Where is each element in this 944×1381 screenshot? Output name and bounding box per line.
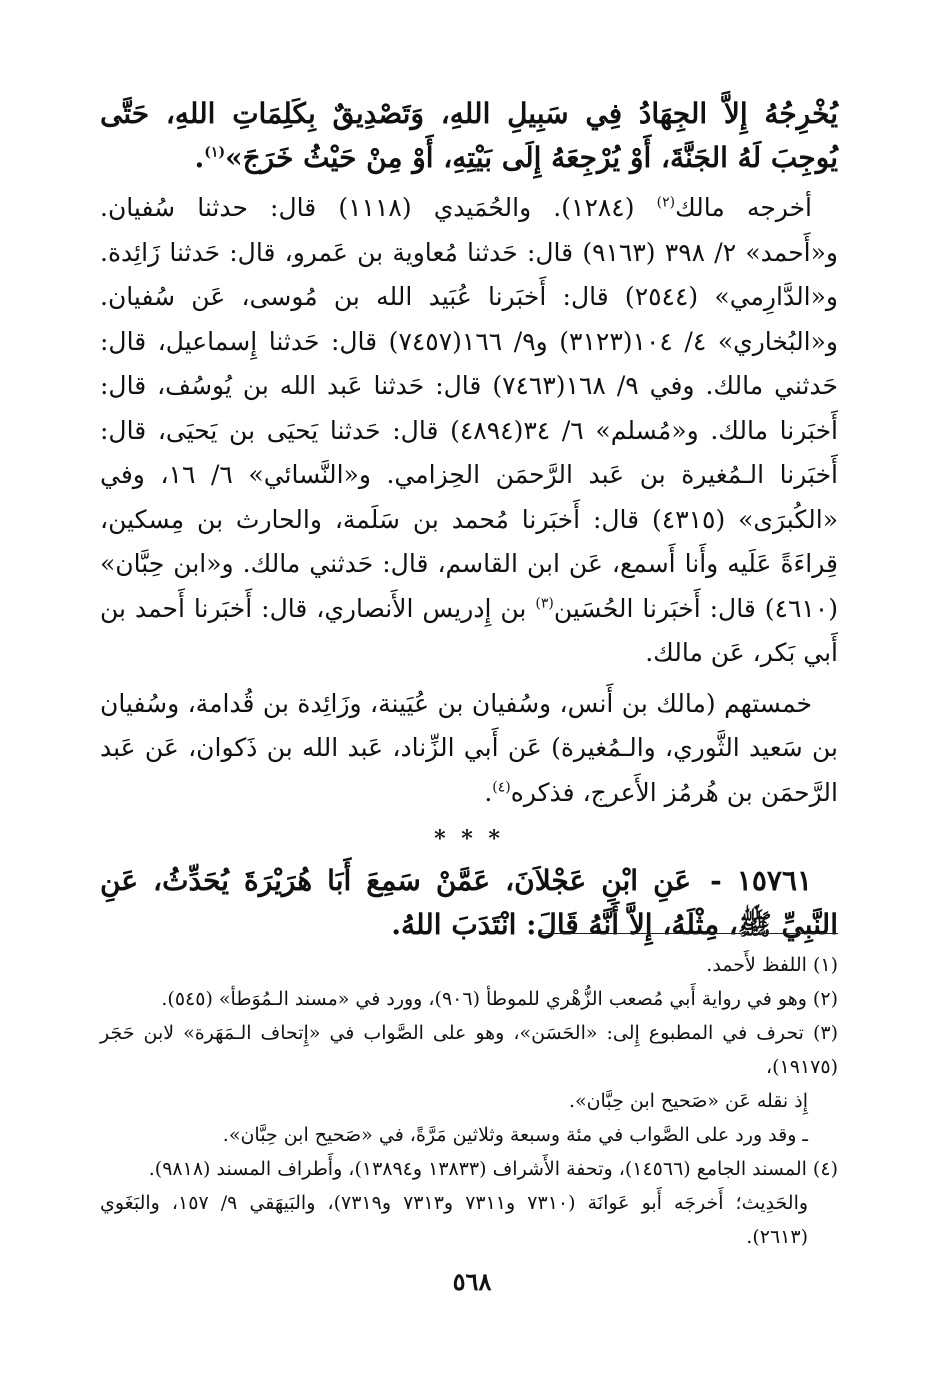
hadith-number: ١٥٧٦١ -	[710, 864, 813, 897]
footnote-4: (٤) المسند الجامع (١٤٥٦٦)، وتحفة الأَشراف (١٣٨٣٣ و١٣٨٩٤)، وأَطراف المسند (٩٨١٨).	[148, 1158, 838, 1180]
footnote-ref-1: (١)	[204, 144, 226, 161]
footnote-ref-4: (٤)	[492, 779, 511, 796]
takhrij-paragraph-1	[100, 186, 838, 676]
footnote-2: (٢) وهو في رواية أَبي مُصعب الزُّهْري للموطأ (٩٠٦)، وورد في «مسند الـمُوَطأ» (٥٤٥).	[161, 988, 838, 1010]
takhrij-paragraph-2	[100, 682, 838, 816]
takhrij-1-start: أخرجه مالك	[675, 193, 812, 222]
footnote-3-continuation: إِذ نقله عَن «صَحيح ابن حِبَّان».	[568, 1090, 808, 1112]
footnote-3-note: ـ وقد ورد على الصَّواب في مئة وسبعة وثلاثين مَرَّةً، في «صَحيح ابن حِبَّان».	[222, 1124, 808, 1146]
hadith-continuation	[100, 92, 838, 180]
footnote-ref-2: (٢)	[656, 194, 676, 211]
footnote-1: (١) اللفظ لأَحمد.	[706, 954, 838, 976]
takhrij-1-end: بن إِدريس الأَنصاري، قال: أَخبَرنا أَحمد بن أَبي بَكر، عَن مالك.	[100, 593, 838, 667]
hadith-continuation-tail: .	[194, 141, 205, 174]
footnote-3: (٣) تحرف في المطبوع إِلى: «الحَسَن»، وهو على الصَّواب في «إِتحاف الـمَهَرة» لابن حَجَر (١٩١٧٥)،	[100, 1022, 838, 1078]
takhrij-2-text: خمستهم (مالك بن أَنس، وسُفيان بن عُيَينة، وزَائِدة بن قُدامة، وسُفيان بن سَعيد الثَّوري، والـمُغيرة) عَن أَبي الزِّناد، عَبد الله بن ذَكوان، عَن عَبد الرَّحمَن بن هُرمُز الأَعرج، فذكره	[100, 688, 838, 807]
takhrij-2-tail: .	[484, 777, 493, 807]
hadith-text: عَنِ ابْنِ عَجْلاَنَ، عَمَّنْ سَمِعَ أَبَا هُرَيْرَةَ يُحَدِّثُ، عَنِ النَّبِيِّ ﷺ، مِثْلَهُ، إِلاَّ أَنَّهُ قَالَ: انْتَدَبَ اللهُ.	[100, 864, 838, 941]
footnote-divider	[538, 933, 838, 934]
hadith-continuation-text: يُخْرِجُهُ إِلاَّ الجِهَادُ فِي سَبِيلِ اللهِ، وَتَصْدِيقٌ بِكَلِمَاتِ اللهِ، حَتَّى يُوجِبَ لَهُ الجَنَّةَ، أَوْ يُرْجِعَهُ إِلَى بَيْتِهِ، أَوْ مِنْ حَيْثُ خَرَجَ»	[100, 97, 838, 174]
section-separator: * * *	[434, 826, 504, 852]
footnotes-block	[100, 948, 838, 1254]
page-number: ٥٦٨	[452, 1267, 492, 1296]
footnote-ref-3: (٣)	[535, 595, 554, 612]
main-text-block	[100, 92, 838, 947]
footnote-4-continuation: والحَدِيث؛ أَخرجَه أَبو عَوانَة (٧٣١٠ و٧٣١١ و٧٣١٣ و٧٣١٩)، والبَيهَقي ٩/ ١٥٧، والبَغَوي (٢٦١٣).	[100, 1192, 809, 1248]
takhrij-1-body: (١٢٨٤). والحُمَيدي (١١١٨) قال: حدثنا سُفيان. و«أَحمد» ٢/ ٣٩٨ (٩١٦٣) قال: حَدثنا مُعاوية بن عَمرو، قال: حَدثنا زَائِدة. و«الدَّارِمي» (٢٥٤٤) قال: أَخبَرنا عُبَيد الله بن مُوسى، عَن سُفيان. و«البُخاري» ٤/ ١٠٤(٣١٢٣) و٩/ ١٦٦(٧٤٥٧) قال: حَدثنا إِسماعيل، قال: حَدثني مالك. وفي ٩/ ١٦٨(٧٤٦٣) قال: حَدثنا عَبد الله بن يُوسُف، قال: أَخبَرنا مالك. و«مُسلم» ٦/ ٣٤(٤٨٩٤) قال: حَدثنا يَحيَى بن يَحيَى، قال: أَخبَرنا الـمُغيرة بن عَبد الرَّحمَن الحِزامي. و«النَّسائي» ٦/ ١٦، وفي «الكُبرَى» (٤٣١٥) قال: أَخبَرنا مُحمد بن سَلَمة، والحارث بن مِسكين، قِراءَةً عَلَيه وأَنا أَسمع، عَن ابن القاسم، قال: حَدثني مالك. و«ابن حِبَّان» (٤٦١٠) قال: أَخبَرنا الحُسَين	[100, 193, 838, 623]
